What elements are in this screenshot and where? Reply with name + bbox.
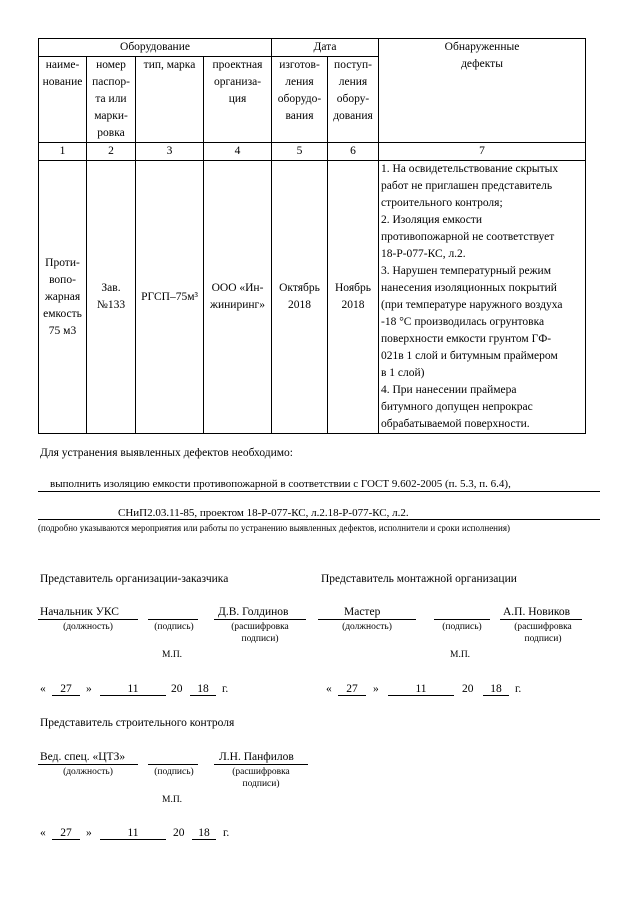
control-date-year-rule: [192, 839, 216, 840]
installer-signature-rule: [434, 619, 490, 620]
defect-line: битумного допущен непрокрас: [381, 401, 533, 413]
defect-line: 3. Нарушен температурный режим: [381, 265, 551, 277]
cell-passport-l2: №133: [96, 299, 126, 311]
cell-defects: [379, 161, 586, 434]
installer-decode-caption: [500, 621, 586, 645]
control-date-century: 20: [173, 827, 185, 839]
col-number-5: 5: [272, 143, 328, 161]
cell-manufactured: [272, 161, 328, 434]
col-header-manufactured-l3: оборудо-: [277, 93, 322, 105]
customer-title: Представитель организации-заказчика: [40, 573, 229, 585]
control-date-day: 27: [60, 827, 72, 839]
installer-decode-l2: подписи): [524, 634, 562, 644]
defect-line: -18 °С производилась огрунтовка: [381, 316, 545, 328]
customer-date-century: 20: [171, 683, 183, 695]
installer-date-year-rule: [483, 695, 509, 696]
installer-date-year: 18: [490, 683, 502, 695]
control-date-close-quote: »: [86, 827, 92, 839]
cell-name-l5: 75 м3: [48, 324, 77, 337]
customer-stamp: М.П.: [162, 650, 183, 660]
defect-line: в 1 слой): [381, 367, 425, 379]
installer-title: Представитель монтажной организации: [321, 573, 517, 585]
customer-date-year-rule: [190, 695, 216, 696]
control-title: Представитель строительного контроля: [40, 717, 235, 729]
installer-date-close-quote: »: [373, 683, 379, 695]
customer-date-close-quote: »: [86, 683, 92, 695]
customer-date-open-quote: «: [40, 683, 46, 695]
cell-org: [204, 161, 272, 434]
col-header-manufactured-l4: вания: [285, 110, 314, 122]
control-position-caption: (должность): [63, 767, 113, 777]
defect-line: 18-Р-077-КС, л.2.: [381, 248, 466, 260]
defect-line: работ не приглашен представитель: [381, 180, 553, 192]
customer-date-month-rule: [100, 695, 166, 696]
defect-line: обрабатываемой поверхности.: [381, 418, 530, 430]
defect-line: 4. При нанесении праймера: [381, 384, 517, 396]
installer-decode-l1: (расшифровка: [514, 622, 572, 632]
control-decode-l1: (расшифровка: [232, 767, 290, 777]
cell-received-l2: 2018: [341, 299, 365, 311]
col-header-type: [136, 57, 204, 143]
installer-name-rule: [500, 619, 582, 620]
col-header-received-l3: обору-: [336, 93, 370, 105]
control-name: Л.Н. Панфилов: [219, 751, 294, 763]
defect-line: (при температуре наружного воздуха: [381, 299, 563, 311]
col-header-passport-l3: та или: [95, 93, 127, 105]
col-header-manufactured-l2: ления: [285, 76, 314, 88]
cell-type: РГСП–75м³: [136, 161, 204, 434]
col-header-type-l1: тип, марка: [143, 59, 196, 71]
customer-signature-caption: (подпись): [154, 622, 194, 632]
remedy-line1: выполнить изоляцию емкости противопожарной в соответствии с ГОСТ 9.602-2005 (п. 5.3, п. 6.4),: [50, 478, 511, 490]
customer-position: Начальник УКС: [40, 606, 119, 618]
control-date-open-quote: «: [40, 827, 46, 839]
col-header-manufactured-l1: изготов-: [279, 59, 320, 71]
col-header-received-l1: поступ-: [334, 59, 372, 71]
col-header-org: [204, 57, 272, 143]
control-date-month-rule: [100, 839, 166, 840]
cell-manufactured-l1: Октябрь: [279, 282, 320, 294]
control-position-rule: [38, 764, 138, 765]
col-header-manufactured: [272, 57, 328, 143]
col-number-4: 4: [204, 143, 272, 161]
control-date-day-rule: [52, 839, 80, 840]
installer-date-g: г.: [515, 683, 522, 695]
cell-received-l1: Ноябрь: [335, 282, 371, 294]
customer-position-caption: (должность): [63, 622, 113, 632]
installer-date-month: 11: [415, 683, 427, 695]
col-header-passport-l1: номер: [96, 59, 126, 71]
table-row: [39, 161, 586, 434]
cell-name: [39, 161, 87, 434]
control-signature-caption: (подпись): [154, 767, 194, 777]
remedy-line1-rule: [38, 491, 600, 492]
customer-decode-l2: подписи): [241, 634, 279, 644]
cell-name-l4: емкость: [43, 307, 82, 320]
installer-date-century: 20: [462, 683, 474, 695]
installer-stamp: М.П.: [450, 650, 471, 660]
cell-passport: [87, 161, 136, 434]
col-header-org-l1: проектная: [212, 59, 263, 71]
header-defects: [379, 39, 586, 143]
customer-date-g: г.: [222, 683, 229, 695]
remedy-intro: Для устранения выявленных дефектов необходимо:: [40, 447, 293, 459]
col-header-org-l3: ция: [228, 93, 247, 105]
customer-signature-rule: [148, 619, 198, 620]
defect-line: строительного контроля;: [381, 197, 503, 209]
defect-line: поверхности емкости грунтом ГФ-: [381, 333, 552, 345]
col-header-passport: [87, 57, 136, 143]
col-header-received-l2: ления: [338, 76, 368, 88]
control-signature-rule: [148, 764, 198, 765]
customer-position-rule: [38, 619, 138, 620]
cell-name-l2: вопо-: [49, 273, 76, 286]
col-header-name-l2: нование: [42, 76, 83, 88]
remedy-line2: СНиП2.03.11-85, проектом 18-Р-077-КС, л.2.18-Р-077-КС, л.2.: [118, 507, 409, 519]
cell-manufactured-l2: 2018: [288, 299, 311, 311]
control-date-g: г.: [223, 827, 230, 839]
defect-line: 021в 1 слой и битумным праймером: [381, 350, 558, 362]
remedy-line2-rule: [38, 519, 600, 520]
header-date: Дата: [272, 39, 379, 57]
col-header-org-l2: организа-: [213, 76, 262, 88]
control-name-rule: [214, 764, 308, 765]
cell-org-l2: жиниринг»: [210, 299, 265, 311]
header-defects-line2: дефекты: [461, 58, 503, 70]
col-number-2: 2: [87, 143, 136, 161]
col-header-received-l4: дования: [333, 110, 373, 122]
installer-position: Мастер: [344, 606, 381, 618]
installer-position-caption: (должность): [342, 622, 392, 632]
equipment-table: [38, 38, 586, 434]
control-stamp: М.П.: [162, 795, 183, 805]
cell-name-l1: Проти-: [45, 256, 80, 269]
col-number-6: 6: [328, 143, 379, 161]
installer-date-month-rule: [388, 695, 454, 696]
control-decode-l2: подписи): [242, 779, 280, 789]
customer-date-day: 27: [60, 683, 72, 695]
control-decode-caption: [214, 766, 308, 790]
col-number-7: 7: [379, 143, 586, 161]
defect-line: противопожарной не соответствует: [381, 231, 555, 243]
customer-decode-l1: (расшифровка: [231, 622, 289, 632]
col-number-1: 1: [39, 143, 87, 161]
customer-date-day-rule: [52, 695, 80, 696]
defect-line: 2. Изоляция емкости: [381, 214, 483, 226]
customer-date-month: 11: [127, 683, 139, 695]
cell-org-l1: ООО «Ин-: [211, 282, 264, 294]
control-position: Вед. спец. «ЦТЗ»: [40, 751, 126, 763]
installer-date-day: 27: [346, 683, 358, 695]
defect-line: 1. На освидетельствование скрытых: [381, 163, 559, 175]
installer-date-day-rule: [338, 695, 366, 696]
defect-line: нанесения изоляционных покрытий: [381, 282, 557, 294]
remedy-note: (подробно указываются мероприятия или работы по устранению выявленных дефектов, исполнители и сроки исполнения): [38, 523, 510, 533]
cell-name-l3: жарная: [44, 290, 81, 303]
col-header-name-l1: наиме-: [45, 59, 80, 71]
header-equipment: Оборудование: [39, 39, 272, 57]
col-header-received: [328, 57, 379, 143]
customer-date-year: 18: [197, 683, 209, 695]
header-defects-line1: Обнаруженные: [444, 41, 520, 53]
control-date-month: 11: [127, 827, 139, 839]
cell-passport-l1: Зав.: [101, 282, 121, 294]
installer-signature-caption: (подпись): [442, 622, 482, 632]
installer-name: А.П. Новиков: [503, 606, 571, 618]
col-header-passport-l4: марки-: [94, 110, 128, 122]
installer-position-rule: [318, 619, 416, 620]
cell-received: [328, 161, 379, 434]
col-header-name: [39, 57, 87, 143]
customer-decode-caption: [214, 621, 306, 645]
installer-date-open-quote: «: [326, 683, 332, 695]
col-header-passport-l2: паспор-: [92, 76, 130, 88]
col-header-passport-l5: ровка: [97, 127, 125, 139]
customer-name: Д.В. Голдинов: [218, 606, 289, 618]
control-date-year: 18: [198, 827, 210, 839]
customer-name-rule: [214, 619, 306, 620]
col-number-3: 3: [136, 143, 204, 161]
